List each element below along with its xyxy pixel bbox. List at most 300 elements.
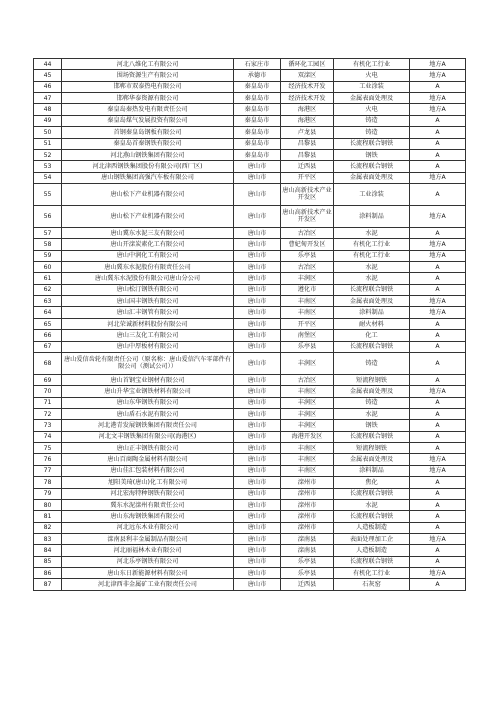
cell-district: 卢龙县 <box>281 127 334 138</box>
cell-district: 丰南区 <box>281 443 334 454</box>
cell-city: 唐山市 <box>234 161 281 172</box>
cell-company-name: 唐山松下产业机器有限公司 <box>62 205 234 227</box>
cell-performance-level: 地方A <box>410 239 466 250</box>
cell-company-name: 滦南县利丰金属制品有限公司 <box>62 533 234 544</box>
cell-company-name: 唐山中润化工有限公司 <box>62 250 234 261</box>
cell-district: 丰南区 <box>281 386 334 397</box>
cell-row-number: 83 <box>34 533 62 544</box>
cell-industry: 工业涂装 <box>334 81 410 92</box>
cell-industry: 涂料制品 <box>334 465 410 476</box>
cell-district: 遵化市 <box>281 284 334 295</box>
cell-row-number: 45 <box>34 70 62 81</box>
cell-industry: 化工 <box>334 330 410 341</box>
cell-district: 曹妃甸开发区 <box>281 239 334 250</box>
cell-district: 开平区 <box>281 318 334 329</box>
cell-district: 昌黎县 <box>281 149 334 160</box>
cell-company-name: 秦皇岛秦热发电有限责任公司 <box>62 104 234 115</box>
cell-company-name: 唐山冀东水泥三友有限公司 <box>62 227 234 238</box>
cell-city: 唐山市 <box>234 477 281 488</box>
cell-row-number: 82 <box>34 522 62 533</box>
cell-row-number: 76 <box>34 454 62 465</box>
cell-performance-level: A <box>410 579 466 590</box>
cell-city: 唐山市 <box>234 522 281 533</box>
cell-city: 秦皇岛市 <box>234 115 281 126</box>
cell-city: 唐山市 <box>234 465 281 476</box>
cell-industry: 水泥 <box>334 499 410 510</box>
cell-row-number: 81 <box>34 511 62 522</box>
cell-city: 唐山市 <box>234 488 281 499</box>
cell-company-name: 唐山升华宝业钢铁材料有限公司 <box>62 386 234 397</box>
cell-company-name: 唐山东海钢铁集团有限公司 <box>62 511 234 522</box>
cell-performance-level: A <box>410 511 466 522</box>
cell-city: 秦皇岛市 <box>234 138 281 149</box>
cell-row-number: 72 <box>34 408 62 419</box>
cell-city: 秦皇岛市 <box>234 149 281 160</box>
cell-district: 丰南区 <box>281 307 334 318</box>
cell-company-name: 河北丽福林木业有限公司 <box>62 545 234 556</box>
cell-district: 丰润区 <box>281 273 334 284</box>
cell-company-name: 唐山开滦炭素化工有限公司 <box>62 239 234 250</box>
cell-city: 唐山市 <box>234 386 281 397</box>
cell-row-number: 49 <box>34 115 62 126</box>
cell-company-name: 旭阳美琦(唐山)化工有限公司 <box>62 477 234 488</box>
cell-district: 开平区 <box>281 172 334 183</box>
cell-industry: 焦化 <box>334 477 410 488</box>
cell-district: 乐亭县 <box>281 568 334 579</box>
cell-district: 滦州市 <box>281 499 334 510</box>
cell-industry: 长流程联合钢铁 <box>334 511 410 522</box>
table-row <box>34 59 466 70</box>
cell-industry: 短流程钢铁 <box>334 374 410 385</box>
cell-performance-level: 地方A <box>410 250 466 261</box>
cell-performance-level: A <box>410 227 466 238</box>
cell-industry: 钢铁 <box>334 149 410 160</box>
cell-industry: 有机化工行业 <box>334 239 410 250</box>
cell-row-number: 71 <box>34 397 62 408</box>
cell-industry: 有机化工行业 <box>334 59 410 70</box>
cell-district: 滦州市 <box>281 511 334 522</box>
table-row <box>34 149 466 160</box>
cell-row-number: 85 <box>34 556 62 567</box>
cell-company-name: 唐山松下产业机器有限公司 <box>62 183 234 205</box>
cell-company-name: 河北荣诚新材料股份有限公司 <box>62 318 234 329</box>
cell-performance-level: A <box>410 341 466 352</box>
cell-row-number: 69 <box>34 374 62 385</box>
cell-district: 海港区 <box>281 104 334 115</box>
table-row <box>34 70 466 81</box>
cell-row-number: 52 <box>34 149 62 160</box>
cell-performance-level: A <box>410 81 466 92</box>
cell-city: 唐山市 <box>234 568 281 579</box>
cell-performance-level: A <box>410 330 466 341</box>
table-row <box>34 352 466 374</box>
cell-performance-level: A <box>410 522 466 533</box>
cell-row-number: 58 <box>34 239 62 250</box>
cell-city: 唐山市 <box>234 205 281 227</box>
cell-district: 古冶区 <box>281 374 334 385</box>
cell-industry: 火电 <box>334 104 410 115</box>
cell-company-name: 唐山冀东水泥股份有限公司唐山分公司 <box>62 273 234 284</box>
table-row <box>34 227 466 238</box>
cell-district: 唐山高新技术产业开发区 <box>281 205 334 227</box>
cell-performance-level: 地方A <box>410 205 466 227</box>
table-row <box>34 431 466 442</box>
cell-row-number: 68 <box>34 352 62 374</box>
table-row <box>34 443 466 454</box>
cell-company-name: 唐山钢铁集团高强汽车板有限公司 <box>62 172 234 183</box>
cell-performance-level: A <box>410 183 466 205</box>
cell-row-number: 65 <box>34 318 62 329</box>
cell-row-number: 59 <box>34 250 62 261</box>
cell-district: 海港区 <box>281 115 334 126</box>
cell-city: 唐山市 <box>234 227 281 238</box>
cell-city: 唐山市 <box>234 374 281 385</box>
cell-district: 丰润区 <box>281 408 334 419</box>
cell-district: 唐山高新技术产业开发区 <box>281 183 334 205</box>
cell-company-name: 唐山松汀钢铁有限公司 <box>62 284 234 295</box>
cell-city: 唐山市 <box>234 341 281 352</box>
table-row <box>34 408 466 419</box>
table-row <box>34 556 466 567</box>
cell-performance-level: 地方A <box>410 533 466 544</box>
cell-industry: 长流程联合钢铁 <box>334 284 410 295</box>
table-row <box>34 477 466 488</box>
cell-industry: 有机化工行业 <box>334 250 410 261</box>
cell-industry: 长流程联合钢铁 <box>334 431 410 442</box>
table-row <box>34 161 466 172</box>
cell-industry: 钢铁 <box>334 420 410 431</box>
table-row <box>34 522 466 533</box>
table-row <box>34 386 466 397</box>
cell-performance-level: A <box>410 115 466 126</box>
cell-performance-level: 地方A <box>410 568 466 579</box>
cell-district: 丰南区 <box>281 296 334 307</box>
cell-city: 唐山市 <box>234 273 281 284</box>
cell-row-number: 75 <box>34 443 62 454</box>
cell-row-number: 54 <box>34 172 62 183</box>
cell-performance-level: A <box>410 443 466 454</box>
cell-company-name: 河北宏海特种钢铁有限公司 <box>62 488 234 499</box>
cell-city: 唐山市 <box>234 499 281 510</box>
table-row <box>34 568 466 579</box>
cell-row-number: 53 <box>34 161 62 172</box>
cell-district: 滦南县 <box>281 545 334 556</box>
cell-city: 唐山市 <box>234 183 281 205</box>
cell-industry: 长流程联合钢铁 <box>334 138 410 149</box>
cell-industry: 铸造 <box>334 115 410 126</box>
cell-performance-level: A <box>410 556 466 567</box>
cell-company-name: 唐山东日新能源材料有限公司 <box>62 568 234 579</box>
table-row <box>34 330 466 341</box>
cell-industry: 人造板制造 <box>334 522 410 533</box>
cell-performance-level: A <box>410 408 466 419</box>
cell-city: 唐山市 <box>234 454 281 465</box>
cell-district: 经济技术开发 <box>281 81 334 92</box>
enterprise-table <box>33 58 466 591</box>
table-row <box>34 104 466 115</box>
cell-row-number: 64 <box>34 307 62 318</box>
cell-performance-level: A <box>410 284 466 295</box>
cell-district: 乐亭县 <box>281 556 334 567</box>
cell-city: 唐山市 <box>234 296 281 307</box>
cell-row-number: 78 <box>34 477 62 488</box>
table-row <box>34 93 466 104</box>
table-row <box>34 307 466 318</box>
cell-district: 乐亭县 <box>281 250 334 261</box>
cell-district: 昌黎县 <box>281 138 334 149</box>
cell-industry: 工业涂装 <box>334 183 410 205</box>
cell-district: 滦州市 <box>281 522 334 533</box>
cell-city: 唐山市 <box>234 556 281 567</box>
cell-performance-level: A <box>410 374 466 385</box>
table-row <box>34 296 466 307</box>
cell-company-name: 唐山佳汇包装材料有限公司 <box>62 465 234 476</box>
table-row <box>34 511 466 522</box>
cell-performance-level: A <box>410 262 466 273</box>
cell-row-number: 55 <box>34 183 62 205</box>
cell-city: 唐山市 <box>234 533 281 544</box>
cell-company-name: 唐山正丰钢铁有限公司 <box>62 443 234 454</box>
cell-performance-level: A <box>410 127 466 138</box>
cell-performance-level: A <box>410 545 466 556</box>
cell-row-number: 48 <box>34 104 62 115</box>
cell-performance-level: 地方A <box>410 386 466 397</box>
cell-industry: 铸造 <box>334 352 410 374</box>
table-row <box>34 420 466 431</box>
cell-industry: 水泥 <box>334 227 410 238</box>
cell-industry: 水泥 <box>334 273 410 284</box>
table-row <box>34 341 466 352</box>
cell-row-number: 67 <box>34 341 62 352</box>
cell-district: 双滦区 <box>281 70 334 81</box>
cell-company-name: 唐山中厚板材有限公司 <box>62 341 234 352</box>
cell-city: 唐山市 <box>234 420 281 431</box>
cell-industry: 金属表面处理及 <box>334 93 410 104</box>
cell-district: 丰润区 <box>281 420 334 431</box>
cell-row-number: 62 <box>34 284 62 295</box>
table-row <box>34 318 466 329</box>
cell-district: 循环化工园区 <box>281 59 334 70</box>
table-row <box>34 533 466 544</box>
cell-industry: 金属表面处理及 <box>334 172 410 183</box>
cell-district: 滦州市 <box>281 488 334 499</box>
cell-row-number: 60 <box>34 262 62 273</box>
cell-company-name: 河北乐亭钢铁有限公司 <box>62 556 234 567</box>
cell-company-name: 河北津西非金属矿工业有限责任公司 <box>62 579 234 590</box>
cell-company-name: 冀东水泥滦州有限责任公司 <box>62 499 234 510</box>
cell-row-number: 56 <box>34 205 62 227</box>
cell-company-name: 邯郸市双泰热电有限公司 <box>62 81 234 92</box>
cell-performance-level: A <box>410 499 466 510</box>
cell-performance-level: A <box>410 149 466 160</box>
cell-company-name: 秦皇岛首秦钢铁有限公司 <box>62 138 234 149</box>
cell-district: 丰南区 <box>281 465 334 476</box>
cell-city: 唐山市 <box>234 250 281 261</box>
cell-city: 秦皇岛市 <box>234 93 281 104</box>
cell-city: 石家庄市 <box>234 59 281 70</box>
cell-district: 古冶区 <box>281 262 334 273</box>
cell-row-number: 79 <box>34 488 62 499</box>
table-row <box>34 454 466 465</box>
cell-company-name: 唐山东华钢铁有限公司 <box>62 397 234 408</box>
cell-row-number: 86 <box>34 568 62 579</box>
cell-city: 唐山市 <box>234 431 281 442</box>
cell-company-name: 唐山三友化工有限公司 <box>62 330 234 341</box>
cell-industry: 长流程联合钢铁 <box>334 556 410 567</box>
cell-performance-level: 地方A <box>410 93 466 104</box>
table-row <box>34 374 466 385</box>
cell-row-number: 84 <box>34 545 62 556</box>
cell-city: 唐山市 <box>234 545 281 556</box>
cell-company-name: 河北燕山钢铁集团有限公司 <box>62 149 234 160</box>
cell-district: 南堡区 <box>281 330 334 341</box>
table-row <box>34 273 466 284</box>
cell-company-name: 邯郸华泰资源有限公司 <box>62 93 234 104</box>
cell-company-name: 唐山汇丰钢管有限公司 <box>62 307 234 318</box>
table-row <box>34 183 466 205</box>
cell-row-number: 61 <box>34 273 62 284</box>
cell-row-number: 46 <box>34 81 62 92</box>
table-row <box>34 545 466 556</box>
cell-industry: 铸造 <box>334 397 410 408</box>
cell-company-name: 唐山百商陶金属材料有限公司 <box>62 454 234 465</box>
cell-city: 唐山市 <box>234 239 281 250</box>
cell-company-name: 首钢秦皇岛钢板有限公司 <box>62 127 234 138</box>
table-row <box>34 499 466 510</box>
cell-performance-level: A <box>410 161 466 172</box>
cell-industry: 金属表面处理及 <box>334 296 410 307</box>
cell-performance-level: A <box>410 273 466 284</box>
cell-row-number: 66 <box>34 330 62 341</box>
cell-district: 古冶区 <box>281 227 334 238</box>
cell-performance-level: A <box>410 138 466 149</box>
cell-company-name: 河北津西钢铁集团股份有限公司(西厂区) <box>62 161 234 172</box>
cell-city: 秦皇岛市 <box>234 81 281 92</box>
cell-district: 迁西县 <box>281 161 334 172</box>
cell-row-number: 63 <box>34 296 62 307</box>
table-row <box>34 172 466 183</box>
cell-industry: 表面处理加工企 <box>334 533 410 544</box>
cell-row-number: 74 <box>34 431 62 442</box>
cell-performance-level: A <box>410 318 466 329</box>
cell-city: 唐山市 <box>234 408 281 419</box>
table-row <box>34 397 466 408</box>
cell-company-name: 秦皇岛煤气发展投资有限公司 <box>62 115 234 126</box>
cell-industry: 石灰窑 <box>334 579 410 590</box>
table-row <box>34 250 466 261</box>
cell-performance-level: 地方A <box>410 454 466 465</box>
cell-industry: 涂料制品 <box>334 205 410 227</box>
cell-performance-level: A <box>410 352 466 374</box>
cell-performance-level: A <box>410 420 466 431</box>
cell-row-number: 57 <box>34 227 62 238</box>
cell-performance-level: A <box>410 488 466 499</box>
cell-row-number: 87 <box>34 579 62 590</box>
cell-industry: 水泥 <box>334 262 410 273</box>
table-row <box>34 262 466 273</box>
cell-row-number: 73 <box>34 420 62 431</box>
cell-row-number: 70 <box>34 386 62 397</box>
cell-industry: 铸造 <box>334 127 410 138</box>
cell-district: 迁西县 <box>281 579 334 590</box>
cell-district: 滦南县 <box>281 533 334 544</box>
cell-performance-level: 地方A <box>410 172 466 183</box>
cell-performance-level: A <box>410 431 466 442</box>
cell-city: 唐山市 <box>234 352 281 374</box>
cell-industry: 金属表面处理及 <box>334 386 410 397</box>
table-row <box>34 284 466 295</box>
cell-performance-level: A <box>410 397 466 408</box>
cell-industry: 人造板制造 <box>334 545 410 556</box>
cell-district: 丰润区 <box>281 352 334 374</box>
cell-row-number: 44 <box>34 59 62 70</box>
cell-district: 滦州市 <box>281 477 334 488</box>
cell-company-name: 唐山爱信齿轮有限责任公司（原名称：唐山爱信汽车零部件有限公司（测试公司）） <box>62 352 234 374</box>
cell-city: 唐山市 <box>234 284 281 295</box>
cell-company-name: 唐山国丰钢铁有限公司 <box>62 296 234 307</box>
cell-city: 秦皇岛市 <box>234 127 281 138</box>
cell-district: 经济技术开发 <box>281 93 334 104</box>
cell-city: 唐山市 <box>234 397 281 408</box>
table-row <box>34 205 466 227</box>
cell-row-number: 47 <box>34 93 62 104</box>
cell-industry: 长流程联合钢铁 <box>334 161 410 172</box>
cell-city: 唐山市 <box>234 511 281 522</box>
table-row <box>34 115 466 126</box>
cell-industry: 金属表面处理及 <box>334 454 410 465</box>
cell-industry: 耐火材料 <box>334 318 410 329</box>
cell-company-name: 唐山盾石水泥有限公司 <box>62 408 234 419</box>
table-row <box>34 465 466 476</box>
cell-performance-level: 地方A <box>410 104 466 115</box>
cell-industry: 有机化工行业 <box>334 568 410 579</box>
cell-company-name: 河北八维化工有限公司 <box>62 59 234 70</box>
cell-performance-level: 地方A <box>410 307 466 318</box>
cell-industry: 火电 <box>334 70 410 81</box>
cell-district: 乐亭县 <box>281 341 334 352</box>
table-row <box>34 127 466 138</box>
cell-district: 海港开发区 <box>281 431 334 442</box>
cell-performance-level: 地方A <box>410 70 466 81</box>
cell-company-name: 唐山冀东水泥股份有限责任公司 <box>62 262 234 273</box>
cell-city: 承德市 <box>234 70 281 81</box>
table-row <box>34 488 466 499</box>
cell-company-name: 围场资源生产有限公司 <box>62 70 234 81</box>
cell-performance-level: 地方A <box>410 59 466 70</box>
cell-industry: 涂料制品 <box>334 307 410 318</box>
cell-performance-level: A <box>410 477 466 488</box>
table-body <box>34 59 466 591</box>
cell-city: 唐山市 <box>234 579 281 590</box>
cell-district: 丰南区 <box>281 454 334 465</box>
cell-company-name: 唐山首钢宝业钢材有限公司 <box>62 374 234 385</box>
cell-row-number: 50 <box>34 127 62 138</box>
cell-city: 唐山市 <box>234 262 281 273</box>
table-row <box>34 138 466 149</box>
table-row <box>34 81 466 92</box>
cell-industry: 长流程联合钢铁 <box>334 488 410 499</box>
cell-company-name: 河北文丰钢铁集团有限公司(海港区) <box>62 431 234 442</box>
cell-city: 唐山市 <box>234 318 281 329</box>
cell-city: 秦皇岛市 <box>234 104 281 115</box>
cell-industry: 长流程联合钢铁 <box>334 341 410 352</box>
cell-performance-level: 地方A <box>410 465 466 476</box>
cell-row-number: 51 <box>34 138 62 149</box>
cell-city: 唐山市 <box>234 307 281 318</box>
table-row <box>34 239 466 250</box>
table-row <box>34 579 466 590</box>
cell-row-number: 77 <box>34 465 62 476</box>
